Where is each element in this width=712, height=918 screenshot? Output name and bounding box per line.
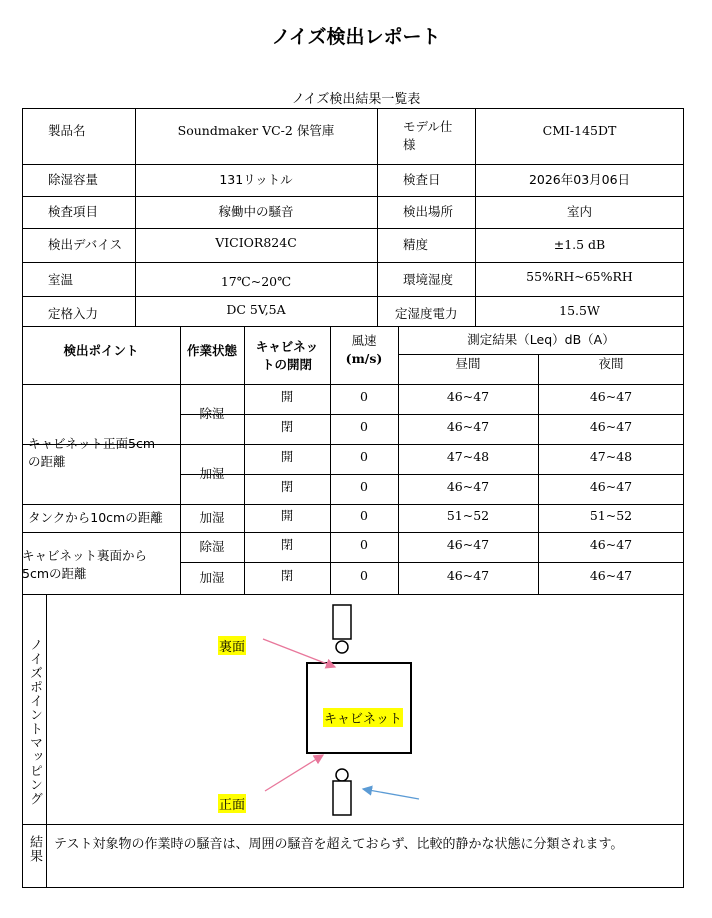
temp-value: 17℃~20℃ — [220, 273, 292, 289]
front-microphone-icon — [333, 769, 351, 815]
state-back-humid: 加湿 — [199, 569, 225, 585]
cell-day: 51~52 — [446, 507, 490, 523]
cell-door: 開 — [280, 448, 294, 464]
header-door: キャビネッ トの開閉 — [255, 338, 319, 372]
cell-wind: 0 — [360, 388, 368, 404]
temp-label: 室温 — [48, 271, 74, 287]
capacity-label: 除湿容量 — [48, 171, 99, 187]
header-measure: 測定結果（Leq）dB（A） — [467, 331, 615, 347]
cell-door: 閉 — [280, 536, 294, 552]
conclusion-side-label: 結果 — [27, 835, 42, 863]
cell-door: 閉 — [280, 418, 294, 434]
state-front-humid: 加湿 — [199, 465, 225, 481]
cell-day: 46~47 — [446, 536, 490, 552]
front-label: 正面 — [218, 794, 246, 813]
header-wind: 風速 (m/s) — [345, 332, 383, 366]
item-label: 検査項目 — [48, 203, 99, 219]
input-label: 定格入力 — [48, 305, 99, 321]
cell-day: 46~47 — [446, 418, 490, 434]
table-subtitle: ノイズ検出結果一覧表 — [291, 92, 421, 107]
cell-night: 46~47 — [589, 418, 633, 434]
accuracy-label: 精度 — [403, 236, 429, 252]
state-tank-humid: 加湿 — [199, 509, 225, 525]
capacity-value: 131リットル — [219, 171, 293, 187]
place-value: 室内 — [566, 203, 592, 219]
cell-door: 開 — [280, 507, 294, 523]
product-label: 製品名 — [48, 122, 86, 138]
header-day: 昼間 — [455, 355, 481, 371]
product-value: Soundmaker VC-2 保管庫 — [177, 122, 335, 138]
cell-night: 46~47 — [589, 478, 633, 494]
power-label: 定湿度電力 — [395, 305, 458, 321]
date-value: 2026年03月06日 — [528, 171, 631, 187]
state-back-dehumid: 除湿 — [199, 538, 225, 554]
mapping-side-label: ノイズポイントマッピング — [27, 638, 42, 806]
input-value: DC 5V,5A — [226, 301, 286, 317]
cell-wind: 0 — [360, 536, 368, 552]
place-label: 検出場所 — [403, 203, 454, 219]
cell-door: 閉 — [280, 567, 294, 583]
model-value: CMI-145DT — [542, 122, 617, 138]
item-value: 稼働中の騒音 — [218, 203, 294, 219]
cell-night: 46~47 — [589, 567, 633, 583]
cell-night: 51~52 — [589, 507, 633, 523]
device-label: 検出デバイス — [48, 236, 123, 252]
point-tank: タンクから10cmの距離 — [28, 509, 163, 525]
header-state: 作業状態 — [186, 342, 237, 358]
report-table — [22, 108, 684, 888]
cell-night: 46~47 — [589, 388, 633, 404]
cell-night: 46~47 — [589, 536, 633, 552]
power-value: 15.5W — [559, 302, 600, 318]
cell-night: 47~48 — [589, 448, 633, 464]
point-front: キャビネット正面5cm の距離 — [28, 435, 156, 469]
cell-door: 開 — [280, 388, 294, 404]
state-front-dehumid: 除湿 — [199, 405, 225, 421]
model-label: モデル仕 様 — [403, 118, 453, 152]
header-point: 検出ポイント — [63, 342, 139, 358]
report-title: ノイズ検出レポート — [271, 26, 441, 48]
device-value: VICIOR824C — [215, 234, 297, 250]
cell-day: 47~48 — [446, 448, 490, 464]
cell-wind: 0 — [360, 448, 368, 464]
cabinet-label: キャビネット — [323, 708, 403, 727]
accuracy-value: ±1.5 dB — [553, 236, 606, 252]
tank-arrow — [363, 789, 419, 799]
date-label: 検査日 — [403, 171, 441, 187]
header-night: 夜間 — [598, 355, 624, 371]
back-microphone-icon — [333, 605, 351, 653]
cell-wind: 0 — [360, 478, 368, 494]
cell-day: 46~47 — [446, 478, 490, 494]
back-arrow — [263, 639, 335, 667]
humidity-value: 55%RH~65%RH — [526, 268, 633, 284]
back-label: 裏面 — [218, 636, 246, 655]
point-back: キャビネット裏面から 5cmの距離 — [22, 547, 148, 581]
cell-wind: 0 — [360, 418, 368, 434]
front-arrow — [265, 755, 323, 791]
cell-day: 46~47 — [446, 388, 490, 404]
cell-wind: 0 — [360, 507, 368, 523]
humidity-label: 環境湿度 — [403, 271, 454, 287]
cell-wind: 0 — [360, 567, 368, 583]
cell-door: 閉 — [280, 478, 294, 494]
cell-day: 46~47 — [446, 567, 490, 583]
conclusion-text: テスト対象物の作業時の騒音は、周囲の騒音を超えておらず、比較的静かな状態に分類されます。 — [54, 837, 624, 852]
